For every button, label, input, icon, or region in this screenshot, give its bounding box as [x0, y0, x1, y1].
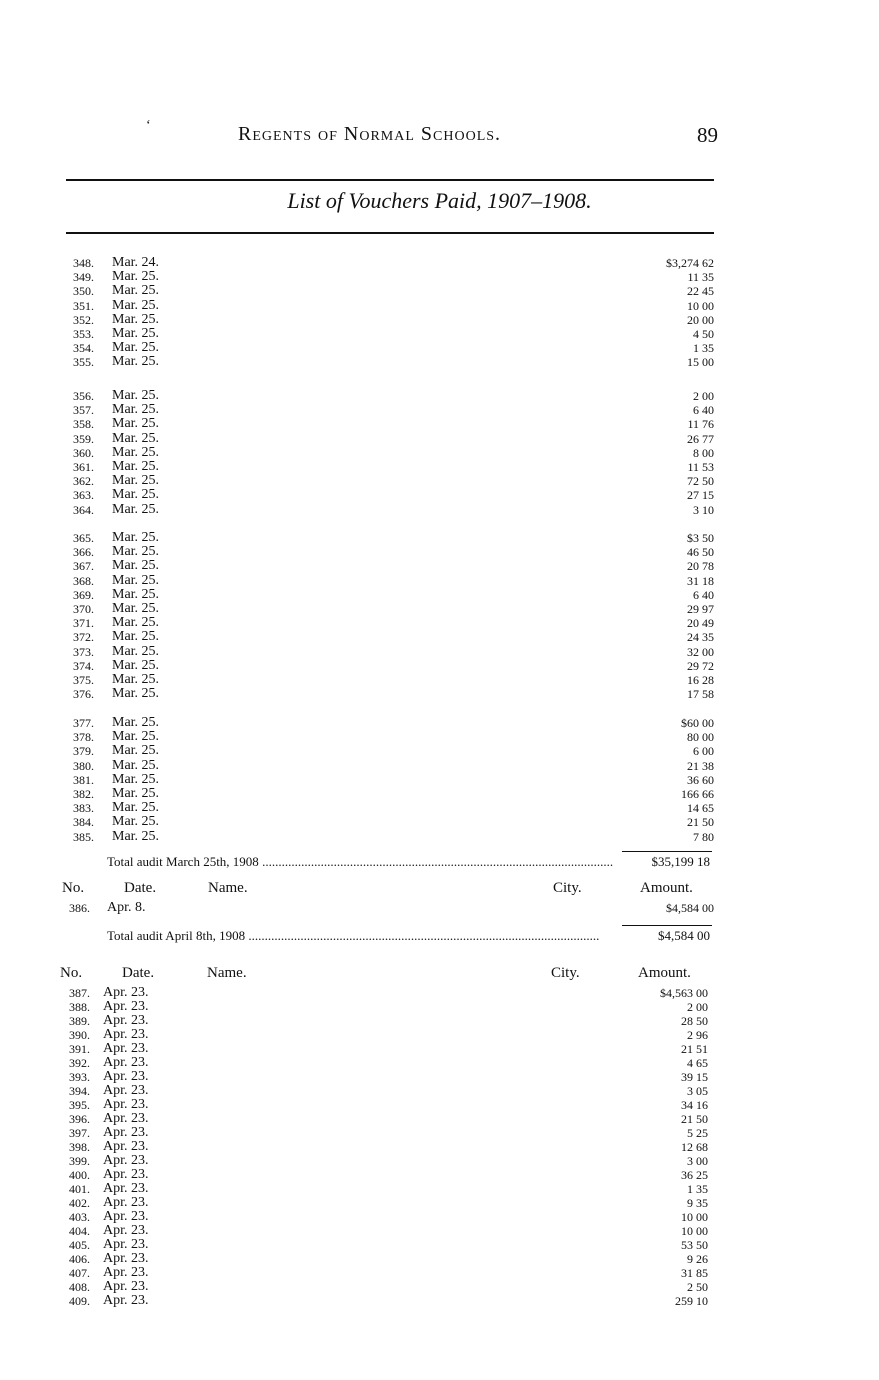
subtitle-rule: [66, 232, 714, 234]
column-header-no: No.: [62, 880, 85, 896]
voucher-amount: 21 50: [687, 815, 714, 830]
voucher-row: [0, 1070, 879, 1084]
voucher-amount: 21 51: [681, 1042, 708, 1056]
voucher-row: [0, 1028, 879, 1042]
voucher-date: Apr. 23.: [103, 1153, 149, 1168]
voucher-amount: 166 66: [681, 787, 714, 801]
voucher-number: 351.: [73, 298, 94, 313]
voucher-date: Apr. 23.: [103, 985, 149, 1000]
column-header-city: City.: [551, 965, 580, 981]
voucher-date: Mar. 25.: [112, 269, 160, 285]
voucher-row: [0, 588, 879, 602]
voucher-amount: 3 05: [687, 1084, 708, 1098]
voucher-number: 386.: [69, 901, 90, 915]
voucher-row: [0, 389, 879, 403]
voucher-row: [0, 1098, 879, 1112]
voucher-number: 404.: [69, 1224, 90, 1238]
voucher-number: 373.: [73, 644, 94, 659]
column-header-name: Name.: [208, 880, 248, 896]
voucher-number: 355.: [73, 355, 94, 370]
voucher-date: Apr. 23.: [103, 1279, 149, 1294]
voucher-amount: $3 50: [687, 531, 714, 545]
voucher-row: [0, 1112, 879, 1126]
voucher-number: 400.: [69, 1168, 90, 1182]
voucher-row: [0, 1126, 879, 1140]
voucher-date: Mar. 25.: [112, 326, 160, 341]
voucher-row: [0, 256, 879, 270]
audit-total-row: [0, 929, 879, 943]
voucher-number: 405.: [69, 1238, 90, 1252]
voucher-row: [0, 1224, 879, 1238]
voucher-date: Mar. 25.: [112, 786, 160, 801]
audit-total-row: [0, 855, 879, 869]
voucher-row: [0, 474, 879, 488]
voucher-number: 364.: [73, 502, 94, 517]
voucher-amount: 259 10: [675, 1294, 708, 1308]
voucher-amount: 26 77: [687, 431, 714, 446]
voucher-amount: 9 35: [687, 1196, 708, 1210]
voucher-row: [0, 801, 879, 815]
voucher-amount: 1 35: [687, 1182, 708, 1196]
voucher-row: [0, 446, 879, 460]
voucher-row: [0, 1280, 879, 1294]
voucher-date: Apr. 23.: [103, 1195, 149, 1210]
voucher-date: Apr. 23.: [103, 1069, 149, 1084]
voucher-amount: 6 40: [693, 403, 714, 418]
voucher-row: [0, 1182, 879, 1196]
voucher-amount: 2 00: [693, 389, 714, 403]
column-header-date: Date.: [124, 880, 157, 896]
voucher-date: Mar. 25.: [112, 615, 160, 631]
voucher-amount: 46 50: [687, 545, 714, 560]
column-header-no: No.: [60, 965, 83, 981]
voucher-amount: 3 00: [687, 1154, 708, 1168]
voucher-date: Mar. 25.: [112, 544, 160, 560]
voucher-row: [0, 744, 879, 758]
voucher-amount: 2 00: [687, 1000, 708, 1014]
voucher-number: 389.: [69, 1014, 90, 1028]
voucher-amount: 11 35: [687, 270, 714, 285]
voucher-date: Apr. 23.: [103, 1223, 149, 1238]
voucher-date: Apr. 23.: [103, 1251, 149, 1266]
column-header-name: Name.: [207, 965, 247, 981]
voucher-number: 361.: [73, 460, 94, 474]
sum-rule: [622, 851, 712, 852]
voucher-number: 396.: [69, 1112, 90, 1126]
voucher-row: [0, 645, 879, 659]
voucher-number: 366.: [73, 545, 94, 560]
voucher-amount: 32 00: [687, 644, 714, 659]
audit-total-label: Total audit April 8th, 1908 ............................................................................................................: [107, 929, 600, 943]
voucher-date: Mar. 25.: [112, 311, 160, 327]
margin-mark: ʻ: [146, 118, 151, 133]
voucher-date: Mar. 25.: [112, 572, 160, 588]
voucher-date: Apr. 23.: [103, 1265, 149, 1280]
voucher-amount: $3,274 62: [666, 256, 714, 270]
voucher-row: [0, 417, 879, 431]
voucher-amount: 6 40: [693, 587, 714, 602]
page-subtitle: List of Vouchers Paid, 1907–1908.: [287, 188, 592, 213]
running-head: Regents of Normal Schools.: [238, 123, 502, 145]
voucher-amount: 21 50: [681, 1112, 708, 1126]
voucher-date: Mar. 25.: [112, 388, 160, 403]
voucher-row: [0, 759, 879, 773]
voucher-amount: 72 50: [687, 474, 714, 489]
audit-total-text: Total audit March 25th, 1908: [107, 855, 259, 869]
column-header-date: Date.: [122, 965, 155, 981]
column-header-city: City.: [553, 880, 582, 896]
voucher-date: Mar. 24.: [112, 255, 160, 270]
voucher-row: [0, 488, 879, 502]
voucher-amount: 20 49: [687, 616, 714, 631]
voucher-date: Mar. 25.: [112, 743, 160, 759]
voucher-amount: 20 00: [687, 312, 714, 327]
voucher-amount: 14 65: [687, 801, 714, 816]
voucher-date: Apr. 23.: [103, 1167, 149, 1182]
audit-total-text: Total audit April 8th, 1908: [107, 929, 246, 943]
voucher-row: [0, 299, 879, 313]
voucher-amount: $4,563 00: [660, 986, 708, 1000]
voucher-row: [0, 773, 879, 787]
voucher-amount: 7 80: [693, 829, 714, 844]
voucher-number: 409.: [69, 1294, 90, 1308]
voucher-date: Mar. 25.: [112, 771, 160, 787]
voucher-row: [0, 1084, 879, 1098]
audit-total-amount: $35,199 18: [651, 854, 710, 869]
voucher-row: [0, 1210, 879, 1224]
sum-rule: [622, 925, 712, 926]
voucher-date: Mar. 25.: [112, 686, 160, 702]
voucher-amount: 80 00: [687, 730, 714, 745]
voucher-date: Mar. 25.: [112, 800, 160, 816]
audit-total-label: Total audit March 25th, 1908 ............................................................................................................: [107, 855, 614, 869]
voucher-row: [0, 270, 879, 284]
voucher-number: 379.: [73, 744, 94, 759]
voucher-amount: $4,584 00: [666, 901, 714, 915]
voucher-row: [0, 327, 879, 341]
voucher-number: 407.: [69, 1266, 90, 1280]
voucher-date: Mar. 25.: [112, 828, 160, 844]
voucher-date: Apr. 23.: [103, 1237, 149, 1252]
column-header-amount: Amount.: [640, 880, 693, 896]
audit-total-amount: $4,584 00: [658, 928, 710, 943]
voucher-number: 394.: [69, 1084, 90, 1098]
voucher-amount: 4 65: [687, 1056, 708, 1070]
voucher-number: 358.: [73, 417, 94, 432]
voucher-row: [0, 460, 879, 474]
voucher-date: Mar. 25.: [112, 340, 160, 356]
voucher-row: [0, 432, 879, 446]
voucher-date: Apr. 23.: [103, 1293, 149, 1308]
voucher-row: [0, 531, 879, 545]
voucher-row: [0, 1140, 879, 1154]
voucher-amount: $60 00: [681, 716, 714, 730]
voucher-number: 384.: [73, 815, 94, 830]
voucher-row: [0, 1000, 879, 1014]
voucher-number: 362.: [73, 474, 94, 489]
voucher-date: Mar. 25.: [112, 814, 160, 830]
voucher-number: 369.: [73, 587, 94, 602]
voucher-number: 353.: [73, 327, 94, 341]
voucher-date: Apr. 23.: [103, 1013, 149, 1028]
voucher-date: Mar. 25.: [112, 643, 160, 659]
voucher-date: Apr. 23.: [103, 1111, 149, 1126]
voucher-amount: 39 15: [681, 1070, 708, 1084]
voucher-number: 387.: [69, 986, 90, 1000]
voucher-number: 349.: [73, 270, 94, 285]
voucher-date: Mar. 25.: [112, 672, 160, 687]
voucher-number: 370.: [73, 602, 94, 616]
voucher-number: 377.: [73, 716, 94, 730]
voucher-date: Mar. 25.: [112, 629, 160, 645]
voucher-row: [0, 355, 879, 369]
voucher-date: Mar. 25.: [112, 297, 160, 313]
voucher-number: 356.: [73, 389, 94, 403]
voucher-amount: 2 96: [687, 1028, 708, 1042]
voucher-number: 368.: [73, 573, 94, 588]
voucher-number: 359.: [73, 431, 94, 446]
voucher-number: 365.: [73, 531, 94, 545]
voucher-date: Mar. 25.: [112, 715, 160, 730]
voucher-date: Mar. 25.: [112, 558, 160, 574]
voucher-amount: 6 00: [693, 744, 714, 759]
voucher-number: 388.: [69, 1000, 90, 1014]
voucher-row: [0, 687, 879, 701]
voucher-date: Apr. 23.: [103, 1097, 149, 1112]
voucher-amount: 31 18: [687, 573, 714, 588]
voucher-row: [0, 630, 879, 644]
voucher-row: [0, 1056, 879, 1070]
voucher-number: 360.: [73, 445, 94, 460]
voucher-row: [0, 545, 879, 559]
voucher-date: Mar. 25.: [112, 657, 160, 673]
voucher-row: [0, 1196, 879, 1210]
voucher-row: [0, 1042, 879, 1056]
voucher-row: [0, 1252, 879, 1266]
voucher-date: Apr. 8.: [107, 900, 146, 915]
voucher-date: Mar. 25.: [112, 283, 160, 299]
voucher-date: Apr. 23.: [103, 1083, 149, 1098]
voucher-amount: 9 26: [687, 1252, 708, 1266]
voucher-number: 367.: [73, 559, 94, 574]
voucher-number: 402.: [69, 1196, 90, 1210]
voucher-amount: 36 60: [687, 772, 714, 787]
voucher-number: 397.: [69, 1126, 90, 1140]
voucher-row: [0, 341, 879, 355]
voucher-row: [0, 901, 879, 915]
voucher-date: Apr. 23.: [103, 999, 149, 1014]
voucher-amount: 12 68: [681, 1140, 708, 1154]
voucher-date: Mar. 25.: [112, 729, 160, 745]
voucher-date: Mar. 25.: [112, 487, 160, 503]
voucher-row: [0, 403, 879, 417]
voucher-date: Mar. 25.: [112, 402, 160, 418]
voucher-number: 376.: [73, 687, 94, 702]
voucher-number: 381.: [73, 772, 94, 787]
voucher-row: [0, 616, 879, 630]
voucher-row: [0, 602, 879, 616]
voucher-amount: 11 53: [687, 460, 714, 474]
voucher-number: 357.: [73, 403, 94, 418]
voucher-amount: 15 00: [687, 355, 714, 370]
voucher-number: 354.: [73, 341, 94, 356]
voucher-amount: 16 28: [687, 673, 714, 687]
voucher-row: [0, 1014, 879, 1028]
page-number: 89: [697, 123, 718, 147]
voucher-date: Apr. 23.: [103, 1181, 149, 1196]
voucher-number: 350.: [73, 284, 94, 299]
voucher-number: 385.: [73, 829, 94, 844]
voucher-number: 403.: [69, 1210, 90, 1224]
voucher-amount: 2 50: [687, 1280, 708, 1294]
voucher-row: [0, 559, 879, 573]
voucher-row: [0, 1266, 879, 1280]
voucher-amount: 34 16: [681, 1098, 708, 1112]
voucher-number: 390.: [69, 1028, 90, 1042]
voucher-date: Mar. 25.: [112, 430, 160, 446]
voucher-number: 395.: [69, 1098, 90, 1112]
voucher-amount: 5 25: [687, 1126, 708, 1140]
voucher-number: 398.: [69, 1140, 90, 1154]
voucher-row: [0, 986, 879, 1000]
voucher-date: Apr. 23.: [103, 1139, 149, 1154]
voucher-row: [0, 716, 879, 730]
voucher-number: 372.: [73, 630, 94, 645]
voucher-row: [0, 1168, 879, 1182]
voucher-row: [0, 574, 879, 588]
voucher-amount: 8 00: [693, 445, 714, 460]
voucher-amount: 29 97: [687, 602, 714, 616]
voucher-number: 380.: [73, 758, 94, 773]
voucher-amount: 4 50: [693, 327, 714, 341]
column-header-amount: Amount.: [638, 965, 691, 981]
voucher-number: 393.: [69, 1070, 90, 1084]
voucher-row: [0, 284, 879, 298]
voucher-date: Apr. 23.: [103, 1125, 149, 1140]
voucher-number: 392.: [69, 1056, 90, 1070]
voucher-amount: 11 76: [687, 417, 714, 432]
voucher-date: Apr. 23.: [103, 1209, 149, 1224]
voucher-date: Apr. 23.: [103, 1055, 149, 1070]
voucher-date: Mar. 25.: [112, 501, 160, 517]
voucher-date: Mar. 25.: [112, 601, 160, 616]
voucher-amount: 3 10: [693, 502, 714, 517]
voucher-date: Apr. 23.: [103, 1027, 149, 1042]
voucher-row: [0, 830, 879, 844]
voucher-number: 408.: [69, 1280, 90, 1294]
voucher-date: Mar. 25.: [112, 473, 160, 489]
voucher-date: Mar. 25.: [112, 444, 160, 460]
voucher-amount: 36 25: [681, 1168, 708, 1182]
voucher-number: 374.: [73, 658, 94, 673]
voucher-amount: 21 38: [687, 758, 714, 773]
voucher-row: [0, 313, 879, 327]
voucher-number: 406.: [69, 1252, 90, 1266]
voucher-amount: 24 35: [687, 630, 714, 645]
voucher-amount: 17 58: [687, 687, 714, 702]
voucher-amount: 10 00: [681, 1210, 708, 1224]
voucher-amount: 22 45: [687, 284, 714, 299]
voucher-amount: 1 35: [693, 341, 714, 356]
voucher-number: 401.: [69, 1182, 90, 1196]
voucher-date: Mar. 25.: [112, 416, 160, 432]
voucher-date: Mar. 25.: [112, 530, 160, 545]
voucher-row: [0, 815, 879, 829]
voucher-amount: 29 72: [687, 658, 714, 673]
voucher-date: Mar. 25.: [112, 459, 160, 474]
voucher-date: Mar. 25.: [112, 757, 160, 773]
voucher-number: 363.: [73, 488, 94, 503]
voucher-number: 348.: [73, 256, 94, 270]
voucher-number: 375.: [73, 673, 94, 687]
voucher-amount: 20 78: [687, 559, 714, 574]
voucher-amount: 27 15: [687, 488, 714, 503]
voucher-amount: 53 50: [681, 1238, 708, 1252]
voucher-amount: 28 50: [681, 1014, 708, 1028]
voucher-amount: 10 00: [687, 298, 714, 313]
header-rule: [66, 179, 714, 181]
voucher-number: 391.: [69, 1042, 90, 1056]
voucher-row: [0, 1154, 879, 1168]
voucher-number: 371.: [73, 616, 94, 631]
voucher-row: [0, 730, 879, 744]
voucher-date: Mar. 25.: [112, 354, 160, 370]
voucher-number: 378.: [73, 730, 94, 745]
voucher-date: Apr. 23.: [103, 1041, 149, 1056]
voucher-amount: 31 85: [681, 1266, 708, 1280]
voucher-row: [0, 787, 879, 801]
voucher-row: [0, 659, 879, 673]
voucher-number: 352.: [73, 312, 94, 327]
voucher-amount: 10 00: [681, 1224, 708, 1238]
voucher-number: 399.: [69, 1154, 90, 1168]
voucher-row: [0, 1294, 879, 1308]
voucher-row: [0, 673, 879, 687]
voucher-date: Mar. 25.: [112, 586, 160, 602]
voucher-number: 383.: [73, 801, 94, 816]
voucher-row: [0, 503, 879, 517]
voucher-number: 382.: [73, 787, 94, 801]
voucher-row: [0, 1238, 879, 1252]
